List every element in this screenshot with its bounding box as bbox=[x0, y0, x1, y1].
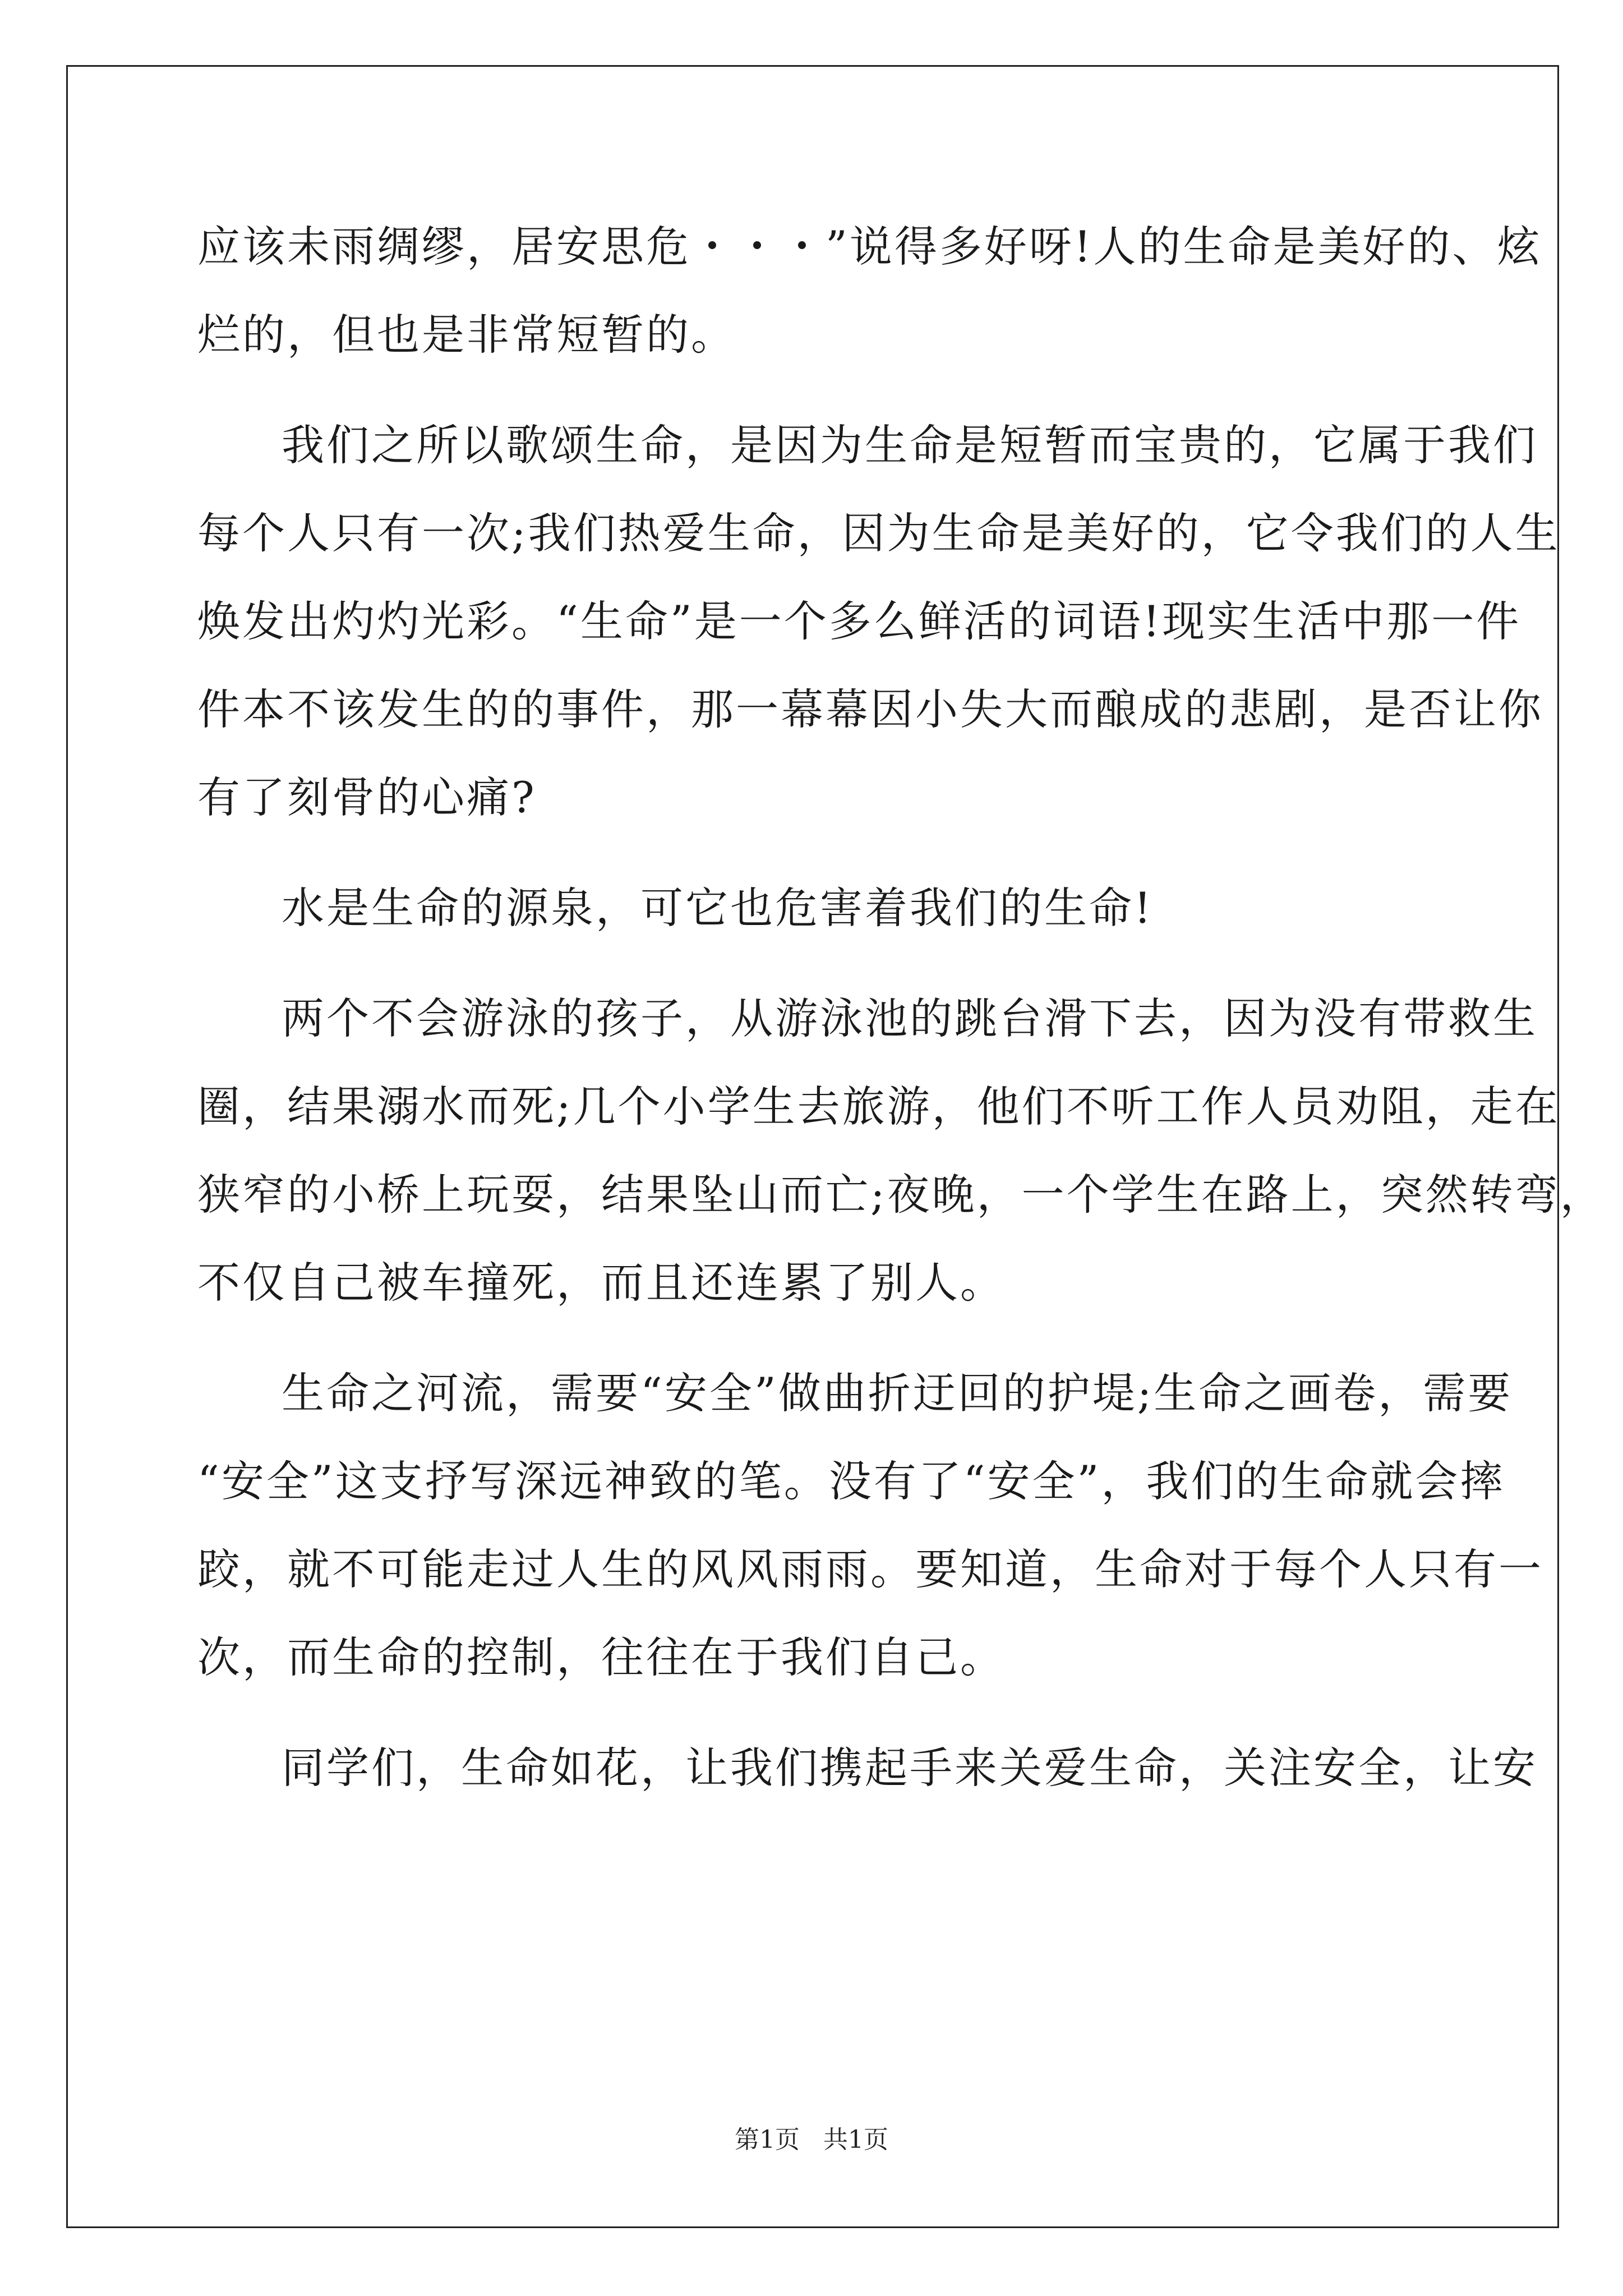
paragraph-first-line: 两个不会游泳的孩子，从游泳池的跳台滑下去，因为没有带救生 bbox=[282, 993, 1538, 1043]
text-line: 跤，就不可能走过人生的风风雨雨。要知道，生命对于每个人只有一 bbox=[197, 1544, 1543, 1594]
text-line: “安全”这支抒写深远神致的笔。没有了“安全”，我们的生命就会摔 bbox=[197, 1456, 1505, 1506]
page-border bbox=[66, 65, 1605, 2228]
text-line: 狭窄的小桥上玩耍，结果坠山而亡;夜晚，一个学生在路上，突然转弯， bbox=[197, 1170, 1605, 1220]
paragraph-first-line: 生命之河流，需要“安全”做曲折迂回的护堤;生命之画卷，需要 bbox=[282, 1368, 1513, 1418]
text-line: 应该未雨绸缪，居安思危・・・”说得多好呀!人的生命是美好的、炫 bbox=[197, 222, 1542, 272]
page-number-footer: 第1页 共1页 bbox=[735, 2125, 888, 2154]
text-line: 焕发出灼灼光彩。“生命”是一个多么鲜活的词语!现实生活中那一件 bbox=[197, 596, 1521, 646]
paragraph-first-line: 我们之所以歌颂生命，是因为生命是短暂而宝贵的，它属于我们 bbox=[282, 420, 1538, 470]
text-line: 有了刻骨的心痛? bbox=[197, 772, 537, 822]
text-line: 不仅自己被车撞死，而且还连累了别人。 bbox=[197, 1258, 1005, 1308]
text-line: 烂的，但也是非常短暂的。 bbox=[197, 310, 736, 360]
text-line: 件本不该发生的的事件，那一幕幕因小失大而酿成的悲剧，是否让你 bbox=[197, 684, 1543, 734]
text-line: 圈，结果溺水而死;几个小学生去旅游，他们不听工作人员劝阻，走在 bbox=[197, 1082, 1560, 1131]
text-line: 每个人只有一次;我们热爱生命，因为生命是美好的，它令我们的人生 bbox=[197, 508, 1560, 558]
paragraph-first-line: 水是生命的源泉，可它也危害着我们的生命! bbox=[282, 883, 1154, 933]
paragraph-first-line: 同学们，生命如花，让我们携起手来关爱生命，关注安全，让安 bbox=[282, 1743, 1538, 1793]
text-line: 次，而生命的控制，往往在于我们自己。 bbox=[197, 1632, 1005, 1682]
